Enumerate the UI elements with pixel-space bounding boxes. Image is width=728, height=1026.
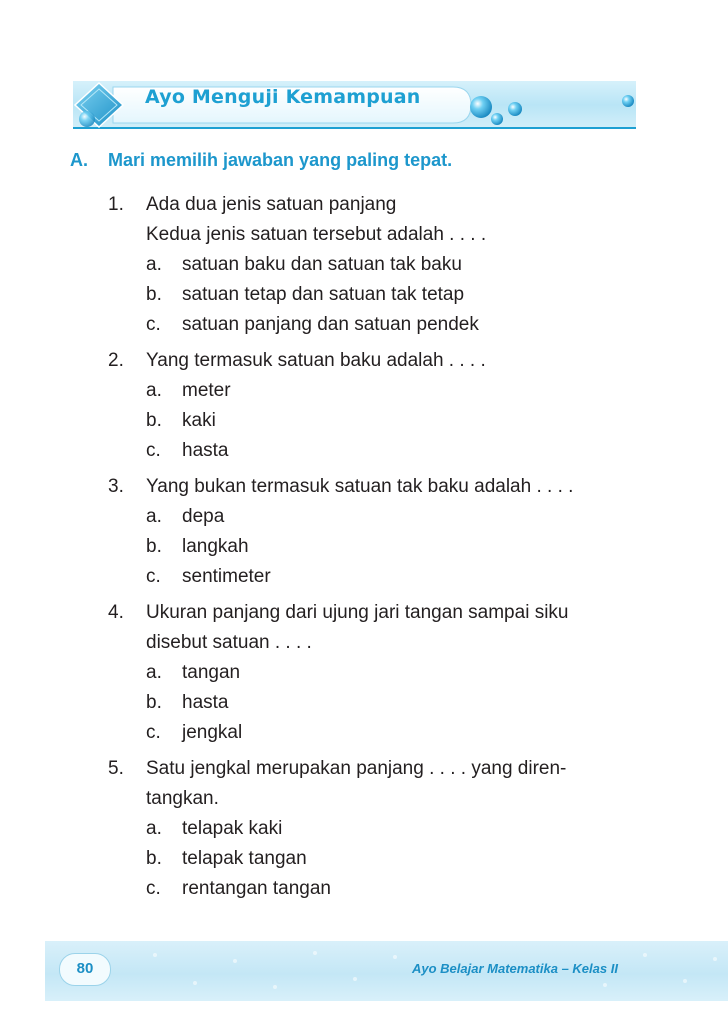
question-text-continued: Kedua jenis satuan tersebut adalah . . . . — [146, 224, 487, 245]
option-letter: b. — [146, 284, 162, 305]
question-number: 5. — [108, 758, 124, 779]
option-letter: a. — [146, 662, 162, 683]
question-3 — [108, 472, 648, 592]
option-letter: a. — [146, 380, 162, 401]
answer-option[interactable] — [108, 310, 648, 340]
book-title: Ayo Belajar Matematika – Kelas II — [412, 961, 618, 976]
question-line — [108, 754, 648, 784]
answer-option[interactable] — [108, 406, 648, 436]
question-number: 2. — [108, 350, 124, 371]
section-heading — [70, 150, 452, 171]
footer-pattern — [45, 941, 728, 1001]
answer-option[interactable] — [108, 562, 648, 592]
question-text-continued: disebut satuan . . . . — [146, 632, 312, 653]
option-letter: a. — [146, 254, 162, 275]
section-heading-text: Mari memilih jawaban yang paling tepat. — [108, 150, 453, 170]
option-letter: b. — [146, 536, 162, 557]
question-1 — [108, 190, 648, 340]
question-line — [108, 346, 648, 376]
answer-option[interactable] — [108, 718, 648, 748]
option-letter: c. — [146, 566, 161, 587]
question-list — [108, 190, 648, 910]
option-text: satuan panjang dan satuan pendek — [182, 314, 479, 335]
section-banner — [73, 81, 636, 132]
question-line — [108, 190, 648, 220]
question-text: Yang bukan termasuk satuan tak baku adalah . . . . — [146, 476, 574, 497]
option-letter: b. — [146, 410, 162, 431]
option-text: meter — [182, 380, 231, 401]
option-text: satuan tetap dan satuan tak tetap — [182, 284, 465, 305]
option-text: langkah — [182, 536, 249, 557]
question-5 — [108, 754, 648, 904]
option-text: telapak tangan — [182, 848, 307, 869]
answer-option[interactable] — [108, 532, 648, 562]
option-letter: a. — [146, 818, 162, 839]
answer-option[interactable] — [108, 280, 648, 310]
option-letter: b. — [146, 692, 162, 713]
answer-option[interactable] — [108, 436, 648, 466]
option-text: rentangan tangan — [182, 878, 331, 899]
option-text: hasta — [182, 692, 229, 713]
option-text: kaki — [182, 410, 216, 431]
option-text: tangan — [182, 662, 241, 683]
option-letter: c. — [146, 440, 161, 461]
banner-title: Ayo Menguji Kemampuan — [145, 86, 421, 108]
question-line — [108, 598, 648, 628]
answer-option[interactable] — [108, 814, 648, 844]
option-text: depa — [182, 506, 225, 527]
option-text: satuan baku dan satuan tak baku — [182, 254, 462, 275]
page-footer — [45, 941, 728, 1001]
option-letter: c. — [146, 878, 161, 899]
question-4 — [108, 598, 648, 748]
option-letter: c. — [146, 314, 161, 335]
option-letter: b. — [146, 848, 162, 869]
answer-option[interactable] — [108, 376, 648, 406]
answer-option[interactable] — [108, 250, 648, 280]
question-2 — [108, 346, 648, 466]
option-text: sentimeter — [182, 566, 271, 587]
answer-option[interactable] — [108, 688, 648, 718]
option-letter: c. — [146, 722, 161, 743]
question-text: Satu jengkal merupakan panjang . . . . yang diren- — [146, 758, 567, 779]
question-text-continued: tangkan. — [146, 788, 219, 809]
option-text: jengkal — [182, 722, 243, 743]
question-number: 4. — [108, 602, 124, 623]
section-letter: A. — [70, 150, 88, 170]
answer-option[interactable] — [108, 874, 648, 904]
question-number: 3. — [108, 476, 124, 497]
question-line — [108, 472, 648, 502]
option-letter: a. — [146, 506, 162, 527]
question-number: 1. — [108, 194, 124, 215]
answer-option[interactable] — [108, 658, 648, 688]
question-text: Ukuran panjang dari ujung jari tangan sampai siku — [146, 602, 569, 623]
page-number: 80 — [76, 960, 94, 977]
question-text: Yang termasuk satuan baku adalah . . . . — [146, 350, 486, 371]
question-text: Ada dua jenis satuan panjang — [146, 194, 397, 215]
option-text: telapak kaki — [182, 818, 283, 839]
option-text: hasta — [182, 440, 229, 461]
page-number-badge — [59, 953, 111, 986]
answer-option[interactable] — [108, 844, 648, 874]
answer-option[interactable] — [108, 502, 648, 532]
